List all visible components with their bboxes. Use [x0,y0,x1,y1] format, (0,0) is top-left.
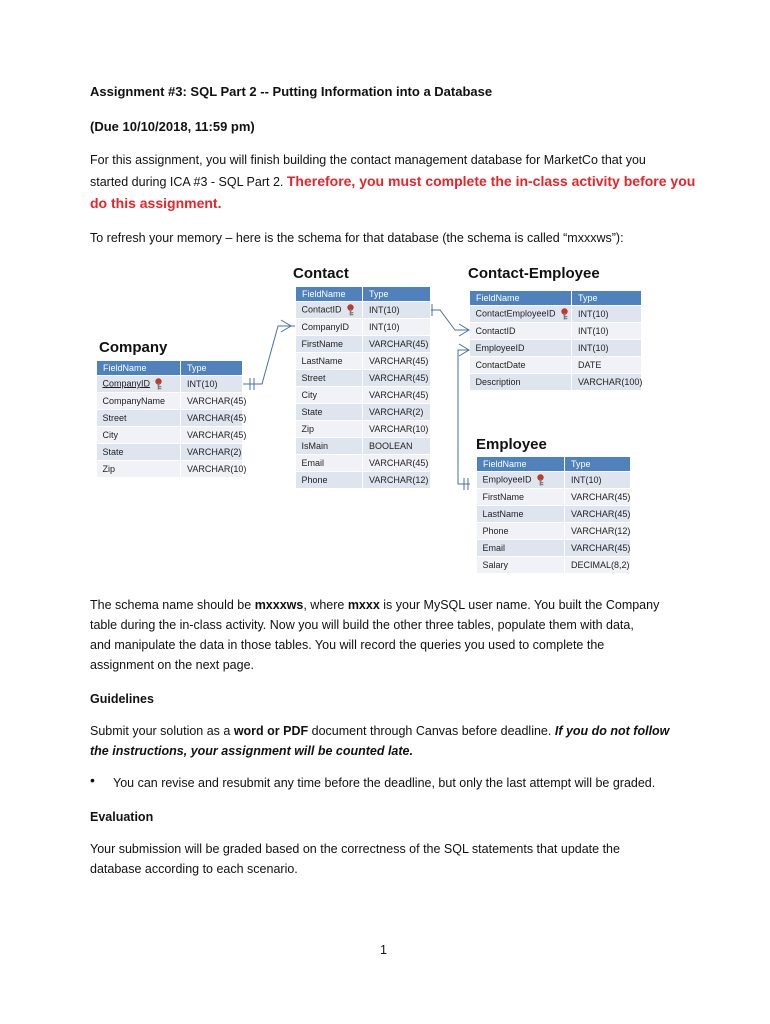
field-name-text: Zip [102,464,116,474]
field-name [296,319,363,336]
field-name-text: ContactEmployeeID [475,308,556,319]
intro-warning-cont: do this assignment. [90,195,222,211]
field-name [470,340,572,357]
field-name-text: EmployeeID [482,474,532,485]
field-type: INT(10) [572,323,642,340]
field-name-text: City [102,430,118,440]
field-type: VARCHAR(12) [363,472,431,489]
guidelines-line-1 [90,721,669,741]
contact-employee-table-title: Contact-Employee [468,265,600,282]
employee-header-type: Type [565,457,631,472]
field-name-text: ContactID [301,304,342,315]
employee-row [477,472,631,489]
field-name-text: City [301,390,317,400]
field-type: VARCHAR(45) [181,410,243,427]
field-name-text: ContactID [475,326,516,336]
field-type: INT(10) [363,302,431,319]
field-name [477,540,565,557]
field-type: INT(10) [572,340,642,357]
contact-employee-header-fieldname: FieldName [470,291,572,306]
evaluation-line-1: Your submission will be graded based on the correctness of the SQL statements that update the [90,842,620,856]
contact-employee-header-type: Type [572,291,642,306]
field-type: VARCHAR(45) [363,336,431,353]
guidelines-bullet: You can revise and resubmit any time before the deadline, but only the last attempt will be graded. [113,776,656,790]
due-date: (Due 10/10/2018, 11:59 pm) [90,119,255,134]
guidelines-warning-cont: the instructions, your assignment will be counted late. [90,744,413,758]
schema-para-e: is your MySQL user name. You built the Company [379,598,660,612]
field-name-text: EmployeeID [475,343,525,353]
field-name [470,306,572,323]
employee-table [476,456,631,574]
field-name [296,404,363,421]
field-name [470,374,572,391]
field-type: BOOLEAN [363,438,431,455]
schema-para-line-1 [90,595,659,615]
company-header-type: Type [181,361,243,376]
contact-row [296,353,431,370]
contact-row [296,404,431,421]
field-type: VARCHAR(2) [363,404,431,421]
field-type: DATE [572,357,642,374]
contact-header-fieldname: FieldName [296,287,363,302]
contact-row [296,319,431,336]
field-name-text: LastName [482,509,524,519]
primary-key-icon [560,308,569,320]
contact-header-type: Type [363,287,431,302]
contact-row [296,302,431,319]
contact-row [296,438,431,455]
field-name [296,302,363,319]
contact-row [296,455,431,472]
field-type: VARCHAR(10) [181,461,243,478]
rel-company-contact [242,326,295,384]
field-type: VARCHAR(2) [181,444,243,461]
field-type: INT(10) [181,376,243,393]
field-name [470,323,572,340]
assignment-title: Assignment #3: SQL Part 2 -- Putting Information into a Database [90,84,493,99]
company-row [97,393,243,410]
employee-row [477,489,631,506]
field-name [97,410,181,427]
guidelines-warning: If you do not follow [554,724,670,738]
field-name-text: Phone [482,526,509,536]
field-name [296,336,363,353]
field-type: DECIMAL(8,2) [565,557,631,574]
field-name-text: CompanyName [102,396,166,406]
field-name [296,387,363,404]
field-name-text: IsMain [301,441,329,451]
field-type: INT(10) [565,472,631,489]
contact-row [296,421,431,438]
intro-warning: Therefore, you must complete the in-class activity before you [286,173,696,189]
field-name [296,438,363,455]
company-row [97,444,243,461]
schema-para-c: , where [303,598,348,612]
field-type: VARCHAR(12) [565,523,631,540]
field-type: VARCHAR(100) [572,374,642,391]
employee-row [477,506,631,523]
field-type: VARCHAR(45) [363,387,431,404]
contact-employee-row [470,323,642,340]
field-name-text: Email [482,543,506,553]
field-name [477,523,565,540]
contact-employee-row [470,357,642,374]
contact-row [296,370,431,387]
employee-table-title: Employee [476,436,547,453]
primary-key-icon [346,304,355,316]
field-name [97,444,181,461]
field-name [296,370,363,387]
field-type: VARCHAR(45) [181,427,243,444]
field-name-text: CompanyID [301,322,350,332]
user-name: mxxx [347,598,380,612]
contact-row [296,472,431,489]
field-name-text: Salary [482,560,509,570]
primary-key-icon [536,474,545,486]
intro-line-1: For this assignment, you will finish building the contact management database for MarketCo that you [90,153,646,167]
field-name [477,489,565,506]
field-name [296,455,363,472]
contact-row [296,387,431,404]
employee-row [477,523,631,540]
contact-employee-table [469,290,642,391]
evaluation-line-2: database according to each scenario. [90,862,298,876]
schema-name: mxxxws [254,598,304,612]
bullet-icon: • [90,772,95,788]
field-name [97,393,181,410]
field-name-text: Street [102,413,127,423]
schema-para-a: The schema name should be [90,598,255,612]
field-name-text: Phone [301,475,328,485]
field-type: INT(10) [363,319,431,336]
field-type: VARCHAR(45) [565,540,631,557]
employee-row [477,540,631,557]
field-type: VARCHAR(45) [363,353,431,370]
field-name-text: Description [475,377,521,387]
field-type: VARCHAR(45) [363,370,431,387]
field-type: VARCHAR(45) [363,455,431,472]
guidelines-heading: Guidelines [90,692,154,706]
intro-line-2-text: started during ICA #3 - SQL Part 2. [90,175,287,189]
field-name [97,376,181,393]
guidelines-format: word or PDF [233,724,309,738]
field-name-text: Street [301,373,326,383]
schema-intro: To refresh your memory – here is the schema for that database (the schema is called “mxxxws”): [90,231,624,245]
contact-employee-row [470,340,642,357]
field-name [477,557,565,574]
schema-para-line-2: table during the in-class activity. Now you will build the other three tables, populate them with data, [90,618,634,632]
company-table-title: Company [99,339,168,356]
company-row [97,376,243,393]
primary-key-icon [154,378,163,390]
field-name [97,461,181,478]
field-name [296,472,363,489]
schema-para-line-4: assignment on the next page. [90,658,255,672]
contact-row [296,336,431,353]
company-row [97,410,243,427]
guidelines-a: Submit your solution as a [90,724,234,738]
field-type: VARCHAR(45) [565,506,631,523]
field-name [296,421,363,438]
contact-table-title: Contact [293,265,349,282]
field-type: VARCHAR(45) [181,393,243,410]
field-name-text: State [301,407,323,417]
company-header-fieldname: FieldName [97,361,181,376]
field-name-text: State [102,447,124,457]
field-name [470,357,572,374]
contact-employee-row [470,374,642,391]
field-name [477,472,565,489]
field-type: INT(10) [572,306,642,323]
field-name-text: Email [301,458,325,468]
company-row [97,427,243,444]
field-name-text: FirstName [482,492,525,502]
field-name-text: Zip [301,424,315,434]
field-type: VARCHAR(45) [565,489,631,506]
field-name-text: FirstName [301,339,344,349]
employee-row [477,557,631,574]
guidelines-c: document through Canvas before deadline. [308,724,555,738]
evaluation-heading: Evaluation [90,810,154,824]
field-name-text: ContactDate [475,360,526,370]
field-name [477,506,565,523]
company-table [96,360,247,478]
contact-table [295,286,431,489]
field-name [296,353,363,370]
company-row [97,461,243,478]
page-number: 1 [380,943,387,957]
schema-para-line-3: and manipulate the data in those tables. You will record the queries you used to complete the [90,638,605,652]
field-name [97,427,181,444]
contact-employee-row [470,306,642,323]
field-name-text: LastName [301,356,343,366]
field-name-text: CompanyID [102,378,151,389]
field-type: VARCHAR(10) [363,421,431,438]
employee-header-fieldname: FieldName [477,457,565,472]
